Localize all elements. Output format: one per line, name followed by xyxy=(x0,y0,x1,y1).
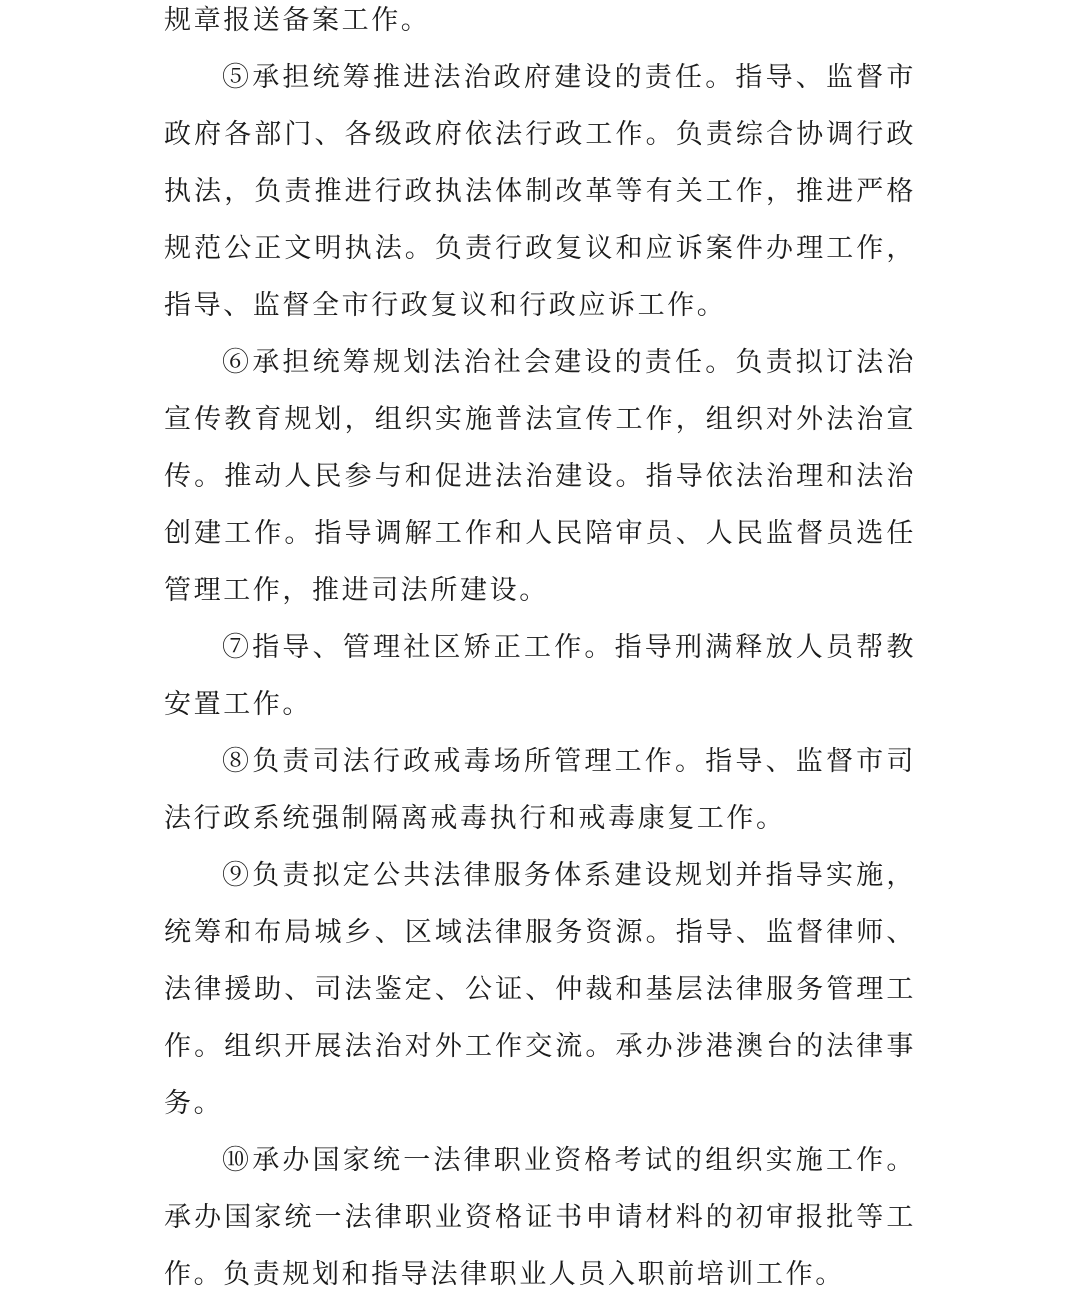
paragraph-item-5: ⑤承担统筹推进法治政府建设的责任。指导、监督市政府各部门、各级政府依法行政工作。负责综合协调行政执法，负责推进行政执法体制改革等有关工作，推进严格规范公正文明执法。负责行政复议和应诉案件办理工作，指导、监督全市行政复议和行政应诉工作。 xyxy=(164,62,916,321)
paragraph-item-7: ⑦指导、管理社区矫正工作。指导刑满释放人员帮教安置工作。 xyxy=(164,632,916,720)
paragraph-item-10: ⑩承办国家统一法律职业资格考试的组织实施工作。承办国家统一法律职业资格证书申请材料的初审报批等工作。负责规划和指导法律职业人员入职前培训工作。 xyxy=(164,1145,916,1290)
paragraph-item-9: ⑨负责拟定公共法律服务体系建设规划并指导实施，统筹和布局城乡、区域法律服务资源。指导、监督律师、法律援助、司法鉴定、公证、仲裁和基层法律服务管理工作。组织开展法治对外工作交流。承办涉港澳台的法律事务。 xyxy=(164,860,916,1119)
paragraph-item-6: ⑥承担统筹规划法治社会建设的责任。负责拟订法治宣传教育规划，组织实施普法宣传工作，组织对外法治宣传。推动人民参与和促进法治建设。指导依法治理和法治创建工作。指导调解工作和人民陪审员、人民监督员选任管理工作，推进司法所建设。 xyxy=(164,347,916,606)
paragraph-continuation: 规章报送备案工作。 xyxy=(164,5,431,36)
paragraph-item-8: ⑧负责司法行政戒毒场所管理工作。指导、监督市司法行政系统强制隔离戒毒执行和戒毒康复工作。 xyxy=(164,746,916,834)
document-page xyxy=(164,0,916,1303)
